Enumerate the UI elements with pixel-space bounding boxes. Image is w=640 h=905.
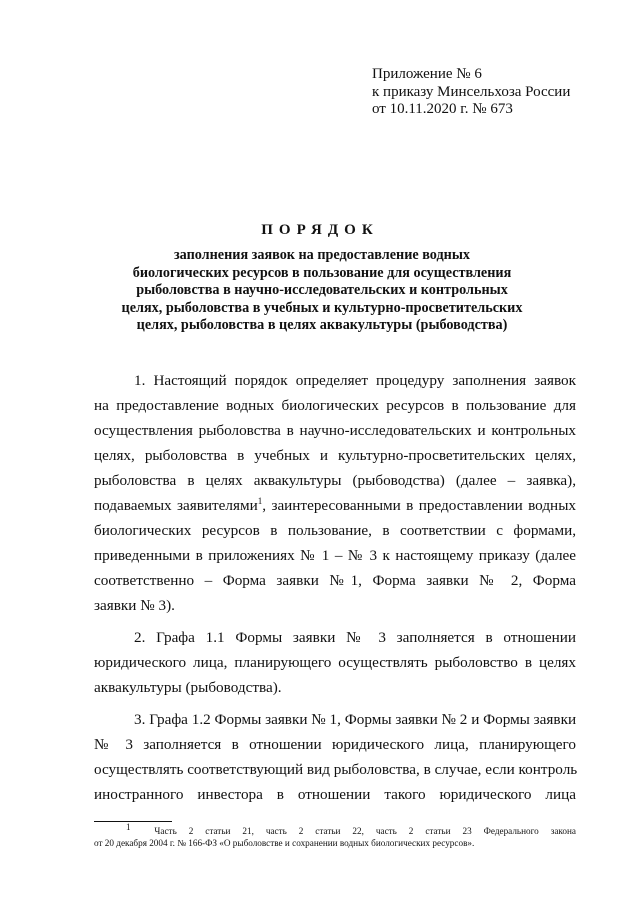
paragraph-1-line: рыболовства в целях аквакультуры (рыбоводства) (далее – заявка), [94,472,576,489]
paragraph-1-line: целях, рыболовства в учебных и культурно-просветительских целях, [94,447,576,464]
paragraph-3-line: № 3 заполняется в отношении юридического лица, планирующего [94,736,576,753]
subtitle-line: целях, рыболовства в целях аквакультуры (рыбоводства) [136,317,508,333]
paragraph-1-line: биологических ресурсов в пользование, в соответствии с формами, [94,522,576,539]
footnote-ref: 1 [257,495,263,506]
paragraph-1-text: , заинтересованными в предоставлении водных [262,497,576,514]
paragraph-1-line: заявки № 3). [94,597,175,614]
footnote-text: Часть 2 статьи 21, часть 2 статьи 22, часть 2 статьи 23 Федерального закона [154,826,577,836]
paragraph-3-line: 3. Графа 1.2 Формы заявки № 1, Формы заявки № 2 и Формы заявки [134,711,577,728]
appendix-number: Приложение № 6 [372,66,482,82]
footnote-divider [94,821,172,822]
subtitle-line: биологических ресурсов в пользование для осуществления [132,264,512,281]
paragraph-3-line: осуществлять соответствующий вид рыболовства, в случае, если контроль [94,761,578,778]
footnote-line: от 20 декабря 2004 г. № 166-ФЗ «О рыболовстве и сохранении водных биологических ресурсов». [94,838,475,848]
paragraph-1-line: 1. Настоящий порядок определяет процедуру заполнения заявок [134,372,576,389]
appendix-header [372,66,570,119]
paragraph-2-line: аквакультуры (рыбоводства). [94,679,282,696]
paragraph-1-line: осуществления рыболовства в научно-исследовательских и контрольных [94,422,576,439]
subtitle-line: целях, рыболовства в учебных и культурно-просветительских [121,299,523,316]
paragraph-2-line: 2. Графа 1.1 Формы заявки № 3 заполняется в отношении [134,629,576,646]
appendix-order-ref: к приказу Минсельхоза России [372,83,571,100]
paragraph-1-line: на предоставление водных биологических ресурсов в пользование для [94,397,576,414]
appendix-order-date: от 10.11.2020 г. № 673 [372,101,513,117]
paragraph-1-text: подаваемых заявителями [94,497,258,514]
document-subtitle [60,247,584,335]
document-title: ПОРЯДОК [261,222,379,238]
footnote-mark: 1 [126,821,131,832]
subtitle-line: заполнения заявок на предоставление водных [173,247,471,263]
paragraph-3-line: иностранного инвестора в отношении такого юридического лица [94,786,576,803]
paragraph-1-line: соответственно – Форма заявки №1, Форма заявки № 2, Форма [94,572,576,589]
paragraph-1-line [94,497,576,515]
paragraph-1-line: приведенными в приложениях № 1 – № 3 к настоящему приказу (далее [94,547,576,564]
subtitle-line: рыболовства в научно-исследовательских и контрольных [136,282,508,298]
paragraph-2-line: юридического лица, планирующего осуществлять рыболовство в целях [94,654,576,671]
footnote-line [126,821,577,837]
